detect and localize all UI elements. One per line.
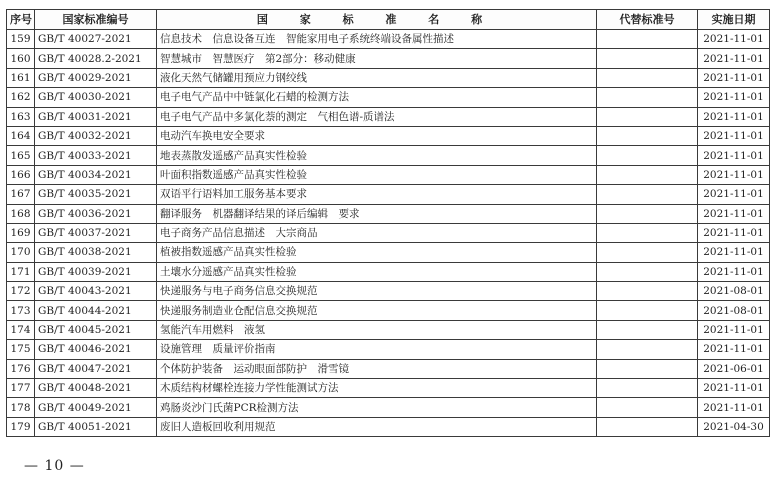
cell-no: 160 <box>7 49 35 68</box>
cell-no: 161 <box>7 68 35 87</box>
cell-effective-date: 2021-06-01 <box>698 359 770 378</box>
header-name: 国 家 标 准 名 称 <box>157 10 597 30</box>
header-row <box>7 10 770 30</box>
cell-replaces <box>597 68 698 87</box>
cell-no: 175 <box>7 340 35 359</box>
cell-standard-code: GB/T 40045-2021 <box>35 320 157 339</box>
cell-effective-date: 2021-08-01 <box>698 282 770 301</box>
cell-replaces <box>597 320 698 339</box>
cell-no: 163 <box>7 107 35 126</box>
cell-effective-date: 2021-04-30 <box>698 417 770 436</box>
cell-no: 168 <box>7 204 35 223</box>
cell-effective-date: 2021-11-01 <box>698 320 770 339</box>
cell-standard-name: 土壤水分遥感产品真实性检验 <box>157 262 597 281</box>
table-row <box>7 398 770 417</box>
cell-no: 171 <box>7 262 35 281</box>
table-row <box>7 88 770 107</box>
cell-standard-name: 信息技术 信息设备互连 智能家用电子系统终端设备属性描述 <box>157 30 597 49</box>
table-row <box>7 185 770 204</box>
header-date: 实施日期 <box>698 10 770 30</box>
cell-standard-code: GB/T 40030-2021 <box>35 88 157 107</box>
cell-standard-code: GB/T 40035-2021 <box>35 185 157 204</box>
cell-standard-name: 快递服务制造业仓配信息交换规范 <box>157 301 597 320</box>
cell-standard-name: 设施管理 质量评价指南 <box>157 340 597 359</box>
table-row <box>7 165 770 184</box>
cell-standard-name: 个体防护装备 运动眼面部防护 滑雪镜 <box>157 359 597 378</box>
cell-no: 170 <box>7 243 35 262</box>
table-row <box>7 223 770 242</box>
cell-replaces <box>597 88 698 107</box>
cell-standard-code: GB/T 40047-2021 <box>35 359 157 378</box>
cell-standard-code: GB/T 40046-2021 <box>35 340 157 359</box>
cell-standard-code: GB/T 40031-2021 <box>35 107 157 126</box>
cell-replaces <box>597 126 698 145</box>
cell-effective-date: 2021-11-01 <box>698 185 770 204</box>
table-row <box>7 320 770 339</box>
cell-standard-name: 电子电气产品中多氯化萘的测定 气相色谱-质谱法 <box>157 107 597 126</box>
cell-standard-code: GB/T 40051-2021 <box>35 417 157 436</box>
cell-standard-code: GB/T 40049-2021 <box>35 398 157 417</box>
table-row <box>7 379 770 398</box>
cell-standard-name: 智慧城市 智慧医疗 第2部分：移动健康 <box>157 49 597 68</box>
cell-replaces <box>597 340 698 359</box>
cell-replaces <box>597 185 698 204</box>
table-row <box>7 30 770 49</box>
table-row <box>7 49 770 68</box>
cell-standard-name: 地表蒸散发遥感产品真实性检验 <box>157 146 597 165</box>
cell-no: 164 <box>7 126 35 145</box>
table-row <box>7 262 770 281</box>
cell-standard-code: GB/T 40032-2021 <box>35 126 157 145</box>
cell-standard-code: GB/T 40039-2021 <box>35 262 157 281</box>
table-row <box>7 417 770 436</box>
cell-effective-date: 2021-11-01 <box>698 379 770 398</box>
table-row <box>7 301 770 320</box>
cell-no: 178 <box>7 398 35 417</box>
cell-replaces <box>597 107 698 126</box>
cell-no: 169 <box>7 223 35 242</box>
cell-effective-date: 2021-11-01 <box>698 204 770 223</box>
table-row <box>7 282 770 301</box>
standards-table <box>6 9 770 437</box>
cell-replaces <box>597 223 698 242</box>
cell-replaces <box>597 398 698 417</box>
cell-effective-date: 2021-11-01 <box>698 88 770 107</box>
table-row <box>7 340 770 359</box>
cell-replaces <box>597 49 698 68</box>
cell-no: 166 <box>7 165 35 184</box>
cell-no: 165 <box>7 146 35 165</box>
cell-standard-code: GB/T 40036-2021 <box>35 204 157 223</box>
cell-no: 172 <box>7 282 35 301</box>
table-body <box>7 30 770 437</box>
cell-replaces <box>597 146 698 165</box>
cell-standard-code: GB/T 40048-2021 <box>35 379 157 398</box>
cell-standard-name: 翻译服务 机器翻译结果的译后编辑 要求 <box>157 204 597 223</box>
cell-replaces <box>597 243 698 262</box>
cell-no: 174 <box>7 320 35 339</box>
cell-replaces <box>597 301 698 320</box>
cell-effective-date: 2021-11-01 <box>698 107 770 126</box>
cell-no: 176 <box>7 359 35 378</box>
cell-standard-code: GB/T 40027-2021 <box>35 30 157 49</box>
cell-standard-name: 快递服务与电子商务信息交换规范 <box>157 282 597 301</box>
cell-replaces <box>597 379 698 398</box>
cell-standard-code: GB/T 40044-2021 <box>35 301 157 320</box>
cell-standard-name: 电动汽车换电安全要求 <box>157 126 597 145</box>
cell-effective-date: 2021-11-01 <box>698 126 770 145</box>
cell-replaces <box>597 165 698 184</box>
cell-standard-code: GB/T 40038-2021 <box>35 243 157 262</box>
cell-replaces <box>597 282 698 301</box>
cell-effective-date: 2021-11-01 <box>698 398 770 417</box>
cell-replaces <box>597 262 698 281</box>
cell-standard-code: GB/T 40028.2-2021 <box>35 49 157 68</box>
standards-table-container <box>6 9 770 437</box>
cell-standard-name: 鸡肠炎沙门氏菌PCR检测方法 <box>157 398 597 417</box>
page-number: — 10 — <box>24 458 85 474</box>
header-no: 序号 <box>7 10 35 30</box>
cell-no: 177 <box>7 379 35 398</box>
cell-no: 167 <box>7 185 35 204</box>
cell-standard-name: 叶面积指数遥感产品真实性检验 <box>157 165 597 184</box>
cell-replaces <box>597 359 698 378</box>
cell-standard-code: GB/T 40029-2021 <box>35 68 157 87</box>
cell-standard-code: GB/T 40037-2021 <box>35 223 157 242</box>
cell-effective-date: 2021-11-01 <box>698 223 770 242</box>
cell-standard-name: 废旧人造板回收利用规范 <box>157 417 597 436</box>
cell-effective-date: 2021-11-01 <box>698 165 770 184</box>
cell-standard-name: 氢能汽车用燃料 液氢 <box>157 320 597 339</box>
cell-standard-code: GB/T 40043-2021 <box>35 282 157 301</box>
header-code: 国家标准编号 <box>35 10 157 30</box>
cell-standard-code: GB/T 40034-2021 <box>35 165 157 184</box>
cell-standard-name: 电子电气产品中中链氯化石蜡的检测方法 <box>157 88 597 107</box>
table-row <box>7 243 770 262</box>
cell-effective-date: 2021-11-01 <box>698 146 770 165</box>
cell-effective-date: 2021-11-01 <box>698 243 770 262</box>
cell-effective-date: 2021-11-01 <box>698 30 770 49</box>
header-replaces: 代替标准号 <box>597 10 698 30</box>
cell-effective-date: 2021-08-01 <box>698 301 770 320</box>
cell-standard-name: 植被指数遥感产品真实性检验 <box>157 243 597 262</box>
table-row <box>7 107 770 126</box>
cell-standard-code: GB/T 40033-2021 <box>35 146 157 165</box>
cell-effective-date: 2021-11-01 <box>698 68 770 87</box>
cell-standard-name: 双语平行语料加工服务基本要求 <box>157 185 597 204</box>
cell-replaces <box>597 204 698 223</box>
cell-no: 173 <box>7 301 35 320</box>
cell-effective-date: 2021-11-01 <box>698 262 770 281</box>
table-row <box>7 204 770 223</box>
cell-standard-name: 木质结构材螺栓连接力学性能测试方法 <box>157 379 597 398</box>
cell-replaces <box>597 30 698 49</box>
cell-replaces <box>597 417 698 436</box>
cell-no: 179 <box>7 417 35 436</box>
table-row <box>7 68 770 87</box>
cell-no: 162 <box>7 88 35 107</box>
table-row <box>7 146 770 165</box>
cell-effective-date: 2021-11-01 <box>698 340 770 359</box>
cell-no: 159 <box>7 30 35 49</box>
table-header <box>7 10 770 30</box>
table-row <box>7 126 770 145</box>
cell-effective-date: 2021-11-01 <box>698 49 770 68</box>
cell-standard-name: 电子商务产品信息描述 大宗商品 <box>157 223 597 242</box>
table-row <box>7 359 770 378</box>
cell-standard-name: 液化天然气储罐用预应力钢绞线 <box>157 68 597 87</box>
